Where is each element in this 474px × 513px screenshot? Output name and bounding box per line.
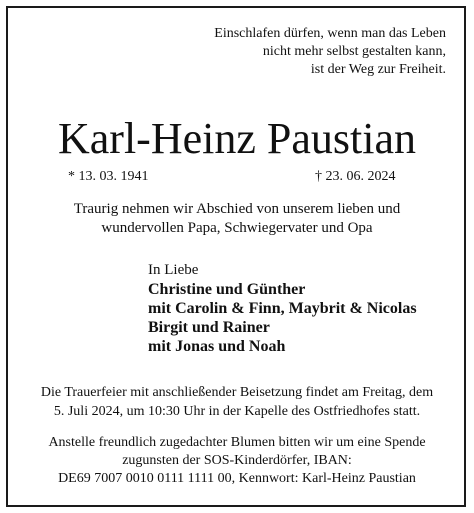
mourning-line: wundervollen Papa, Schwiegervater und Opa: [101, 220, 373, 236]
family-block: [148, 261, 417, 356]
quote-line: nicht mehr selbst gestalten kann,: [262, 44, 446, 59]
notice-border: [6, 6, 466, 507]
quote-line: ist der Weg zur Freiheit.: [310, 62, 446, 77]
family-member: Birgit und Rainer: [148, 319, 270, 336]
funeral-service-info: [0, 383, 474, 421]
family-member: Christine und Günther: [148, 281, 306, 298]
quote-block: [214, 25, 446, 79]
donation-iban-line: DE69 7007 0010 0111 1111 00, Kennwort: Karl-Heinz Paustian: [58, 471, 416, 486]
mourning-text: [0, 200, 474, 238]
donation-info: [0, 434, 474, 488]
service-line: Die Trauerfeier mit anschließender Beisetzung findet am Freitag, dem: [40, 385, 434, 400]
death-date: † 23. 06. 2024: [315, 169, 396, 184]
donation-line: Anstelle freundlich zugedachter Blumen bitten wir um eine Spende: [48, 435, 426, 450]
quote-line: Einschlafen dürfen, wenn man das Leben: [214, 26, 446, 41]
family-intro: In Liebe: [148, 262, 199, 278]
donation-line: zugunsten der SOS-Kinderdörfer, IBAN:: [122, 453, 352, 468]
birth-date: * 13. 03. 1941: [68, 169, 149, 184]
service-line: 5. Juli 2024, um 10:30 Uhr in der Kapelle des Ostfriedhofes statt.: [53, 404, 421, 419]
family-member: mit Jonas und Noah: [148, 338, 286, 355]
family-member: mit Carolin & Finn, Maybrit & Nicolas: [148, 300, 417, 317]
mourning-line: Traurig nehmen wir Abschied von unserem lieben und: [73, 201, 401, 217]
deceased-name: Karl-Heinz Paustian: [58, 114, 416, 163]
